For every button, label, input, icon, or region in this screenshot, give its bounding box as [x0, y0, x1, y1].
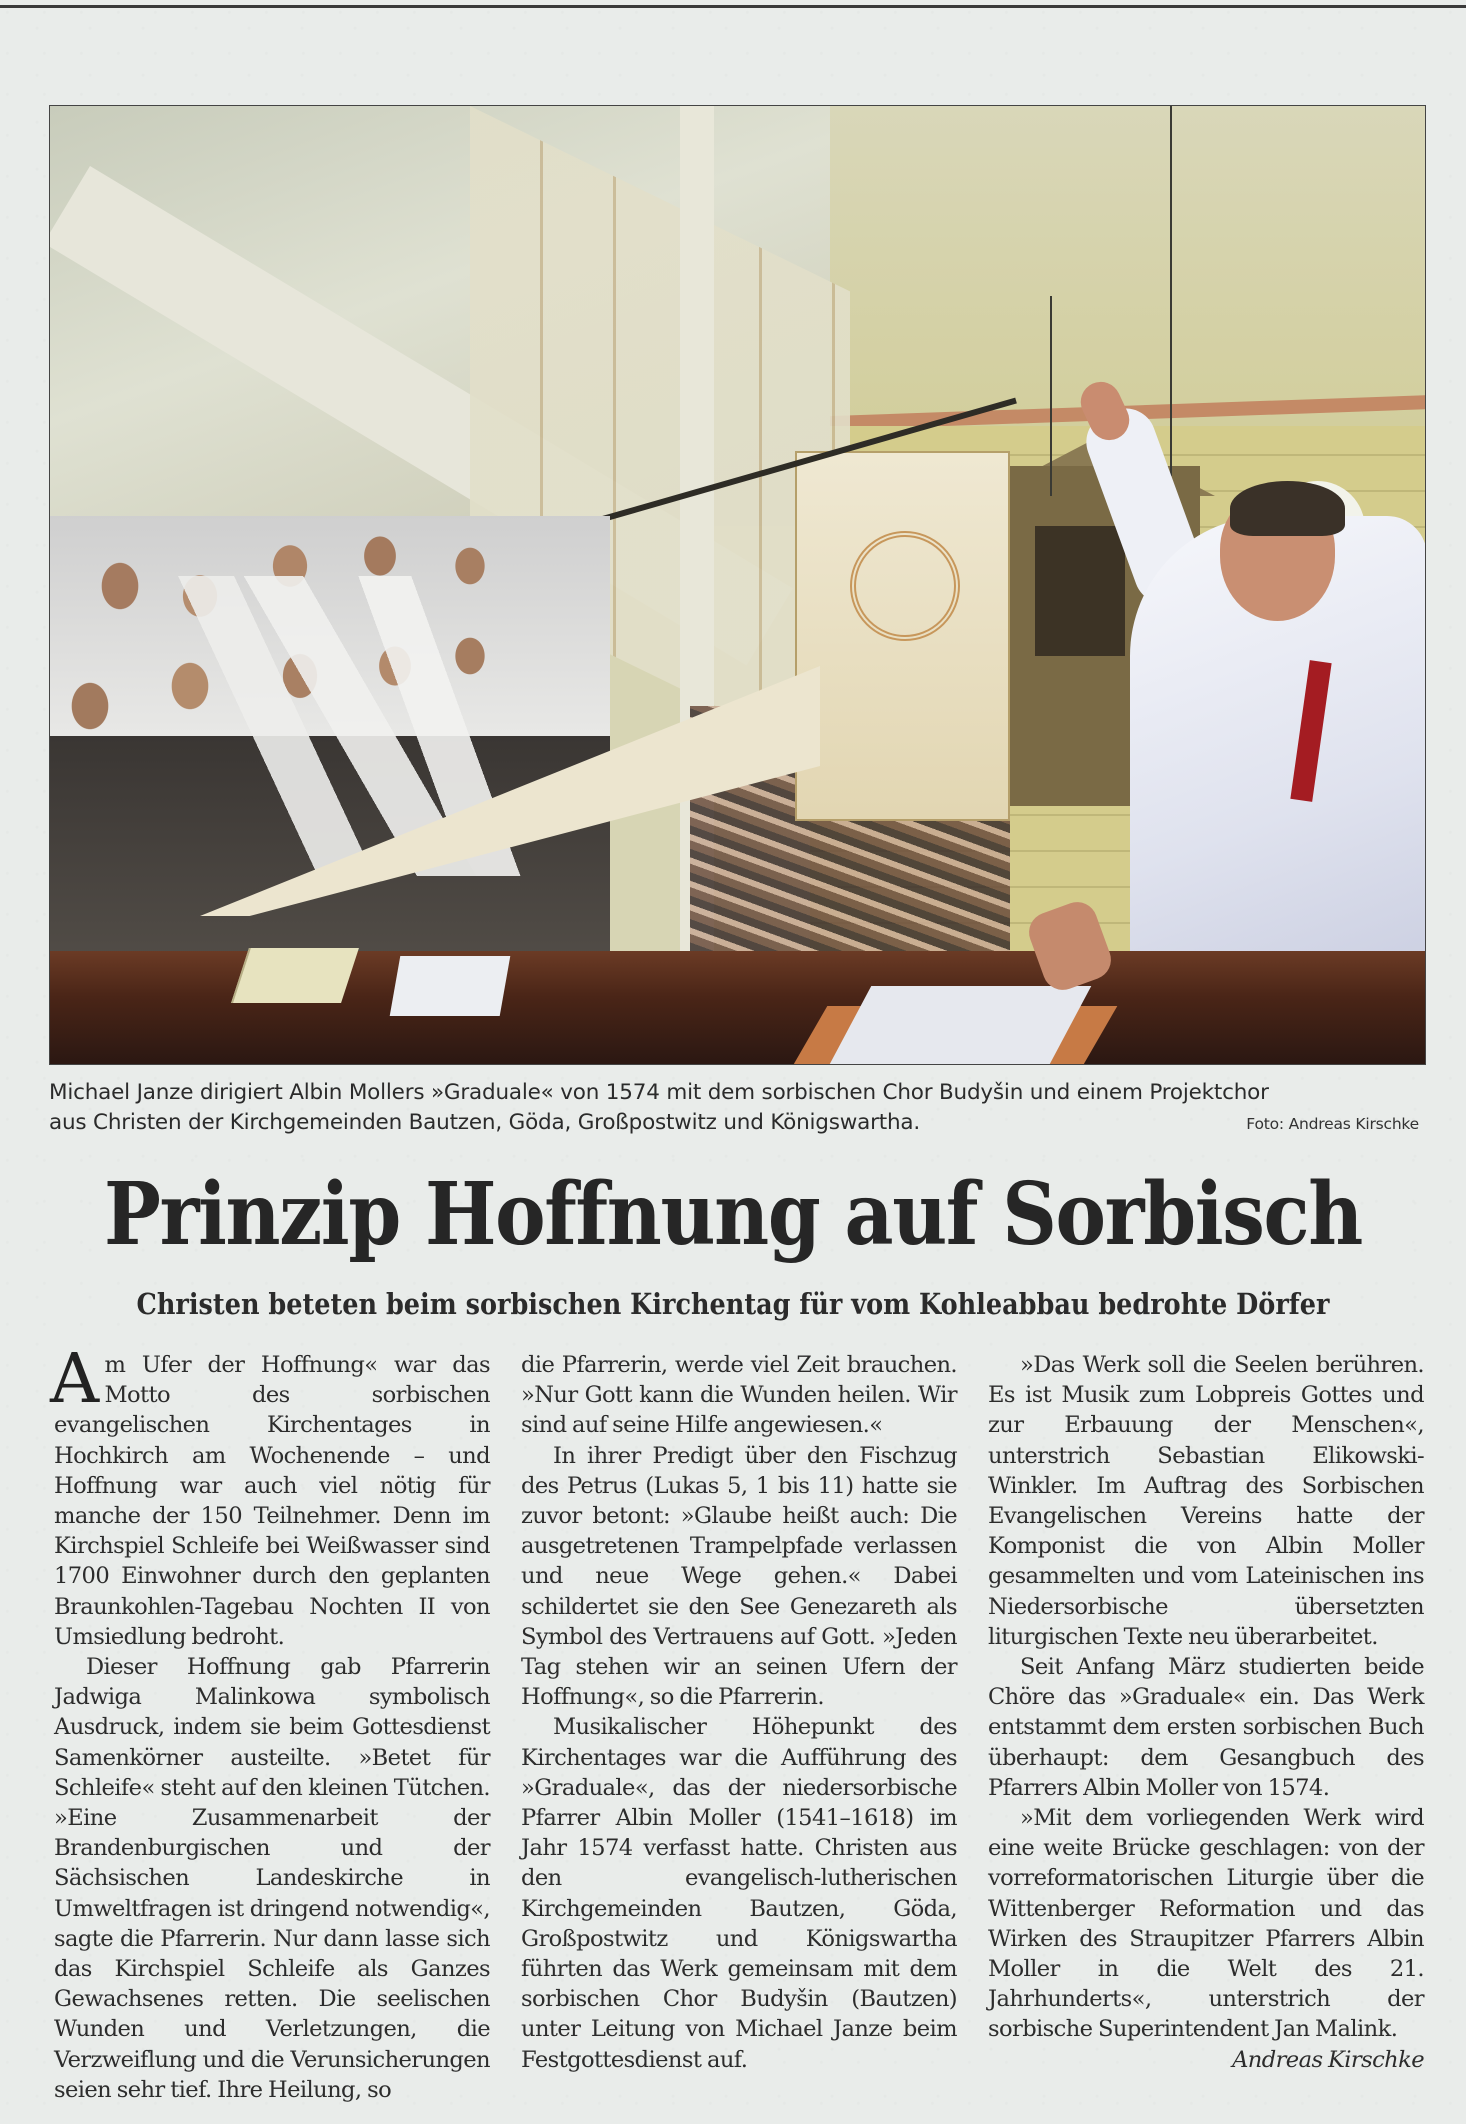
headline: Prinzip Hoffnung auf Sorbisch [103, 1164, 1363, 1265]
caption-line-1: Michael Janze dirigiert Albin Mollers »Graduale« von 1574 mit dem sorbischen Chor Budyšin und einem Projektchor [49, 1080, 1269, 1105]
photo-altar-painting [1035, 526, 1125, 656]
photo-score [829, 986, 1092, 1065]
paragraph: In ihrer Predigt über den Fischzug des Petrus (Lukas 5, 1 bis 11) hatte sie zuvor betont: »Glaube heißt auch: Die ausgetretenen Trampelpfade verlassen und neue Wege gehen.« Dabei schildertet sie den See Genezareth als Symbol des Vertrauens auf Gott. »Jeden Tag stehen wir an seinen Ufern der Hoffnung«, so die Pfarrerin. [521, 1442, 957, 1711]
photo-notes [390, 956, 511, 1016]
paragraph: Dieser Hoffnung gab Pfarrerin Jadwiga Malinkowa symbolisch Ausdruck, indem sie beim Gottesdienst Samenkörner austeilte. »Betet für Schleife« steht auf den kleinen Tütchen. »Eine Zusammenarbeit der Brandenburgischen und der Sächsischen Landeskirche in Umweltfragen ist dringend notwendig«, sagte die Pfarrerin. Nur dann lasse sich das Kirchspiel Schleife als Ganzes Gewachsenes retten. Die seelischen Wunden und Verletzungen, die Verzweiflung und die Verunsicherungen seien sehr tief. Ihre Heilung, so [54, 1654, 490, 2103]
dropcap: A [50, 1340, 99, 1419]
caption-line-2: aus Christen der Kirchgemeinden Bautzen, Göda, Großpostwitz und Königswartha. [49, 1110, 921, 1135]
photo-banner-emblem [850, 531, 960, 641]
paragraph: m Ufer der Hoffnung« war das Motto des sorbischen evangelischen Kirchentages in Hochkirch am Wochenende – und Hoffnung war auch viel nötig für manche der 150 Teilnehmer. Denn im Kirchspiel Schleife bei Weißwasser sind 1700 Einwohner durch den geplanten Braunkohlen-Tagebau Nochten II von Umsiedlung bedroht. [54, 1352, 490, 1650]
article-photo [49, 105, 1426, 1065]
paragraph: Musikalischer Höhepunkt des Kirchentages war die Aufführung des »Graduale«, das der niedersorbische Pfarrer Albin Moller (1541–1618) im Jahr 1574 verfasst hatte. Christen aus den evangelisch-lutherischen Kirchgemeinden Bautzen, Göda, Großpostwitz und Königswartha führten das Werk gemeinsam mit dem sorbischen Chor Budyšin (Bautzen) unter Leitung von Michael Janze beim Festgottesdienst auf. [521, 1714, 957, 2073]
photo-hymn-book [231, 948, 359, 1003]
column-3 [988, 1350, 1424, 2110]
paragraph: die Pfarrerin, werde viel Zeit brauchen. »Nur Gott kann die Wunden heilen. Wir sind auf seine Hilfe angewiesen.« [521, 1352, 957, 1439]
photo-conductor-hair [1230, 481, 1345, 536]
photo-lamp-cord [1170, 106, 1172, 476]
column-1 [50, 1340, 490, 2110]
top-rule [0, 5, 1466, 8]
article-body [50, 1340, 1424, 2110]
photo-credit: Foto: Andreas Kirschke [1246, 1115, 1419, 1133]
paragraph: »Das Werk soll die Seelen berühren. Es ist Musik zum Lobpreis Gottes und zur Erbauung der Menschen«, unterstrich Sebastian Elikowski-Winkler. Im Auftrag des Sorbischen Evangelischen Vereins hatte der Komponist die von Albin Moller gesammelten und vom Lateinischen ins Niedersorbische übersetzten liturgischen Texte neu überarbeitet. [988, 1352, 1424, 1650]
byline: Andreas Kirschke [1232, 2046, 1424, 2073]
photo-caption [49, 1078, 1429, 1139]
paragraph: »Mit dem vorliegenden Werk wird eine weite Brücke geschlagen: von der vorreformatorischen Liturgie über die Wittenberger Reformation und das Wirken des Straupitzer Pfarrers Albin Moller in die Welt des 21. Jahrhunderts«, unterstrich der sorbische Superintendent Jan Malink. [988, 1805, 1424, 2043]
column-2 [521, 1350, 957, 2110]
photo-ceiling [810, 106, 1426, 436]
paragraph: Seit Anfang März studierten beide Chöre das »Graduale« ein. Das Werk entstammt dem ersten sorbischen Buch überhaupt: dem Gesangbuch des Pfarrers Albin Moller von 1574. [988, 1654, 1424, 1801]
subheadline: Christen beteten beim sorbischen Kirchentag für vom Kohleabbau bedrohte Dörfer [136, 1287, 1330, 1321]
photo-lamp-cord [1050, 296, 1052, 496]
